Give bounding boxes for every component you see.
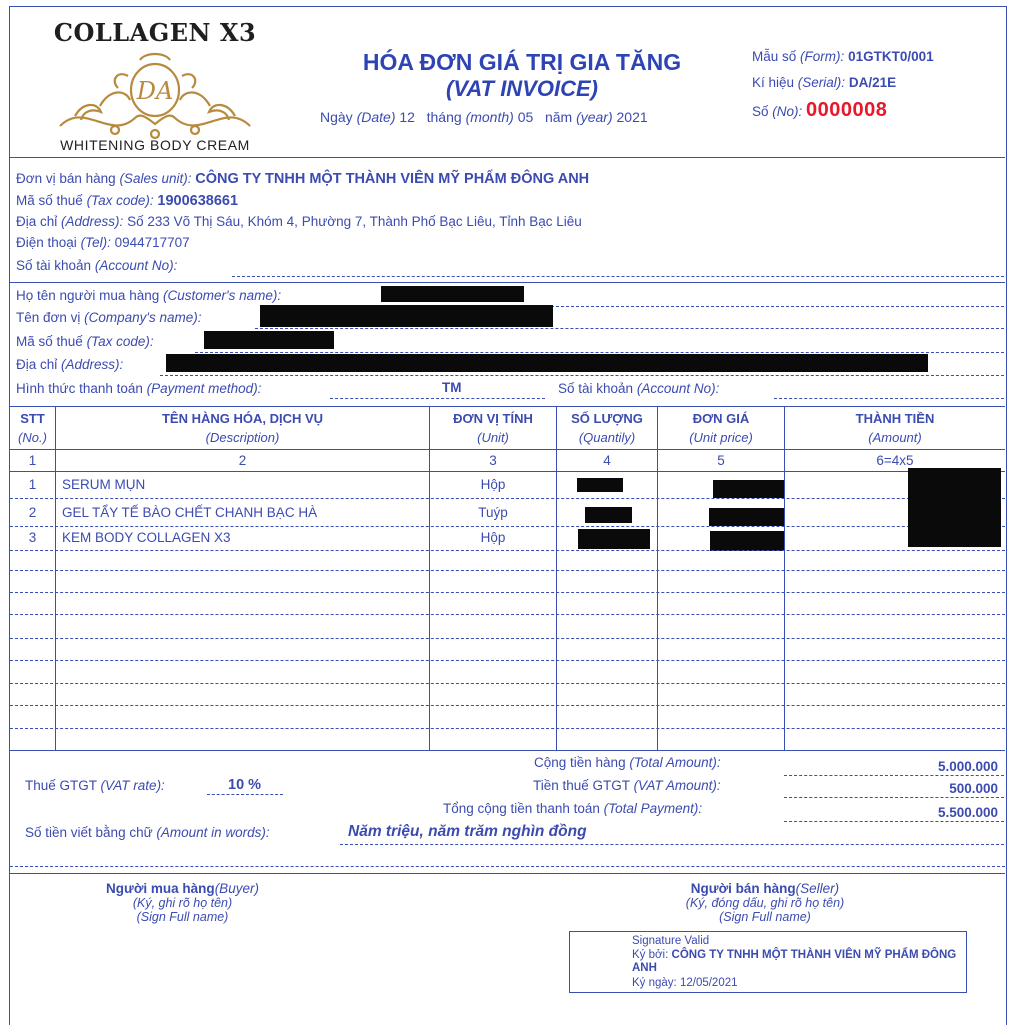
seller-tax-code: Mã số thuế (Tax code): 1900638661 bbox=[16, 193, 239, 209]
signed-date: Ký ngày: 12/05/2021 bbox=[632, 977, 738, 989]
invoice-title: HÓA ĐƠN GIÁ TRỊ GIA TĂNG bbox=[362, 49, 682, 75]
signature-valid: Signature Valid bbox=[632, 935, 710, 947]
col-header-unit-price: ĐƠN GIÁ (Unit price) bbox=[689, 411, 753, 445]
seller-unit: Đơn vị bán hàng (Sales unit): CÔNG TY TNHH MỘT THÀNH VIÊN MỸ PHẨM ĐÔNG ANH bbox=[16, 171, 590, 187]
index-cell: 3 bbox=[489, 453, 497, 468]
vat-rate-label: Thuế GTGT (VAT rate): bbox=[25, 778, 165, 793]
redacted-unit-price bbox=[709, 508, 784, 526]
amount-in-words-label: Số tiền viết bằng chữ (Amount in words): bbox=[25, 825, 270, 840]
redacted-quantity bbox=[577, 478, 623, 492]
redacted-address bbox=[166, 354, 928, 372]
col-header-quantity: SỐ LƯỢNG (Quantily) bbox=[571, 411, 643, 445]
ornament-logo-icon bbox=[40, 46, 270, 142]
seller-tel: Điện thoại (Tel): 0944717707 bbox=[16, 235, 190, 250]
vat-amount-label: Tiền thuế GTGT (VAT Amount): bbox=[533, 778, 721, 793]
invoice-number: Số (No): 0000008 bbox=[752, 99, 888, 121]
index-cell: 1 bbox=[28, 453, 37, 468]
buyer-account: Số tài khoản (Account No): bbox=[558, 381, 720, 396]
redacted-unit-price bbox=[710, 531, 784, 551]
index-cell: 6=4x5 bbox=[876, 453, 914, 468]
buyer-address: Địa chỉ (Address): bbox=[16, 357, 124, 372]
serial-number: Kí hiệu (Serial): DA/21E bbox=[752, 75, 897, 90]
seller-signature-block: Người bán hàng(Seller) (Ký, đóng dấu, ghi rõ họ tên) (Sign Full name) bbox=[685, 881, 845, 924]
redacted-amount bbox=[908, 468, 1001, 547]
redacted-quantity bbox=[585, 507, 632, 523]
col-header-no: STT (No.) bbox=[18, 411, 47, 445]
vat-rate-value: 10 % bbox=[228, 777, 262, 793]
row-unit: Hộp bbox=[480, 530, 506, 545]
buyer-name: Họ tên người mua hàng (Customer's name): bbox=[16, 288, 282, 303]
invoice-date: Ngày (Date) 12 tháng (month) 05 năm (year) 2021 bbox=[320, 109, 648, 125]
digital-signature-box[interactable] bbox=[569, 931, 967, 993]
buyer-company: Tên đơn vị (Company's name): bbox=[16, 310, 202, 325]
index-cell: 4 bbox=[603, 453, 611, 468]
row-description: KEM BODY COLLAGEN X3 bbox=[62, 530, 231, 545]
index-cell: 2 bbox=[238, 453, 247, 468]
total-payment-label: Tổng cộng tiền thanh toán (Total Payment): bbox=[443, 801, 703, 816]
amount-in-words-value: Năm triệu, năm trăm nghìn đồng bbox=[348, 823, 587, 840]
brand-logo bbox=[40, 14, 270, 154]
payment-method-value: TM bbox=[442, 380, 462, 395]
signed-by: Ký bởi: CÔNG TY TNHH MỘT THÀNH VIÊN MỸ PHẨM ĐÔNG ANH bbox=[632, 949, 957, 974]
row-no: 3 bbox=[28, 530, 37, 545]
col-header-amount: THÀNH TIỀN (Amount) bbox=[855, 411, 935, 445]
total-amount-value: 5.000.000 bbox=[937, 759, 998, 774]
buyer-signature-block: Người mua hàng(Buyer) (Ký, ghi rõ họ tên) (Sign Full name) bbox=[106, 881, 259, 924]
redacted-tax-code bbox=[204, 331, 334, 349]
redacted-company-name bbox=[260, 305, 553, 327]
invoice-title-en: (VAT INVOICE) bbox=[446, 76, 598, 101]
total-payment-value: 5.500.000 bbox=[937, 805, 998, 820]
row-unit: Hộp bbox=[480, 477, 506, 492]
row-unit: Tuýp bbox=[478, 505, 508, 520]
row-description: SERUM MỤN bbox=[62, 477, 146, 492]
col-header-unit: ĐƠN VỊ TÍNH (Unit) bbox=[453, 411, 533, 445]
total-amount-label: Cộng tiền hàng (Total Amount): bbox=[534, 755, 721, 770]
seller-account: Số tài khoản (Account No): bbox=[16, 258, 178, 273]
row-no: 2 bbox=[28, 505, 37, 520]
logo-monogram: DA bbox=[136, 77, 174, 105]
logo-brand: COLLAGEN X3 bbox=[53, 18, 257, 47]
row-no: 1 bbox=[28, 477, 37, 492]
buyer-tax-code: Mã số thuế (Tax code): bbox=[16, 334, 154, 349]
form-number: Mẫu số (Form): 01GTKT0/001 bbox=[752, 49, 934, 64]
col-header-description: TÊN HÀNG HÓA, DỊCH VỤ (Description) bbox=[161, 411, 324, 445]
vat-amount-value: 500.000 bbox=[949, 781, 998, 796]
payment-method: Hình thức thanh toán (Payment method): bbox=[16, 381, 262, 396]
logo-tagline: WHITENING BODY CREAM bbox=[60, 137, 250, 153]
seller-address: Địa chỉ (Address): Số 233 Võ Thị Sáu, Khóm 4, Phường 7, Thành Phố Bạc Liêu, Tỉnh Bạc Liêu bbox=[16, 214, 582, 229]
redacted-unit-price bbox=[713, 480, 784, 498]
redacted-customer-name bbox=[381, 286, 524, 302]
index-cell: 5 bbox=[717, 453, 725, 468]
redacted-quantity bbox=[578, 529, 650, 549]
row-description: GEL TẨY TẾ BÀO CHẾT CHANH BẠC HÀ bbox=[62, 505, 318, 520]
